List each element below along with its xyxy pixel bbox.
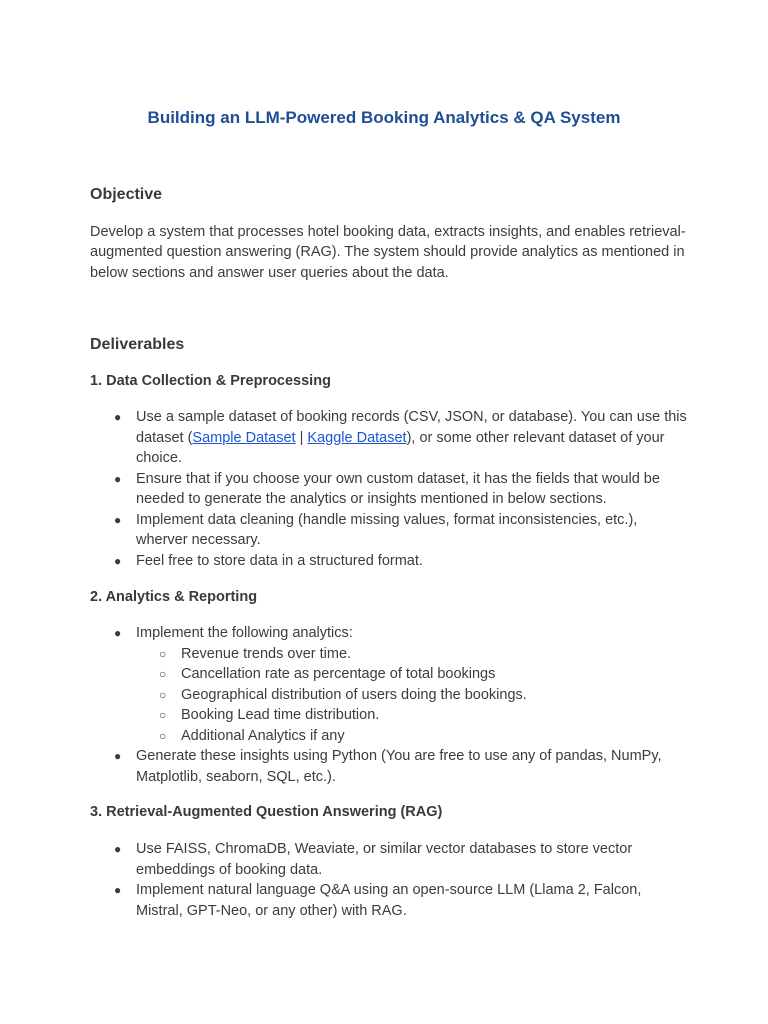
section2-heading: 2. Analytics & Reporting [90, 589, 258, 605]
list-item [90, 551, 690, 572]
section3-list [90, 839, 690, 921]
list-item [90, 510, 690, 551]
bullet-icon: ● [114, 471, 122, 486]
sublist-item [136, 644, 690, 665]
objective-heading: Objective [90, 186, 163, 203]
sublist-item [136, 705, 690, 726]
list-item [90, 746, 690, 787]
list-item-text: Generate these insights using Python (You are free to use any of pandas, NumPy, Matplotlib, seaborn, SQL, etc.). [136, 748, 662, 785]
sublist-item [136, 726, 690, 747]
list-item-text: Ensure that if you choose your own custom dataset, it has the fields that would be needed to generate the analytics or insights mentioned in below sections. [136, 470, 660, 507]
hollow-bullet-icon: ○ [159, 667, 167, 681]
list-item-text: Use FAISS, ChromaDB, Weaviate, or similar vector databases to store vector embeddings of booking data. [136, 841, 633, 878]
bullet-icon: ● [114, 842, 122, 856]
sublist-item [136, 685, 690, 706]
sample-dataset-link[interactable]: Sample Dataset [192, 429, 296, 446]
sublist-item-text: Cancellation rate as percentage of total bookings [181, 666, 496, 682]
deliverables-heading: Deliverables [90, 336, 185, 353]
document-title: Building an LLM-Powered Booking Analytics & QA System [147, 108, 621, 127]
section1-heading: 1. Data Collection & Preprocessing [90, 373, 331, 389]
list-item [90, 623, 690, 746]
list-item-text: Use a sample dataset of booking records (CSV, JSON, or database). You can use this dataset ( [136, 409, 687, 446]
list-item-text: Implement natural language Q&A using an open-source LLM (Llama 2, Falcon, Mistral, GPT-Neo, or any other) with RAG. [136, 882, 642, 919]
list-item [90, 469, 690, 510]
sublist-item-text: Revenue trends over time. [181, 645, 352, 662]
hollow-bullet-icon: ○ [159, 708, 167, 722]
bullet-icon: ● [114, 512, 122, 527]
sublist-item-text: Geographical distribution of users doing the bookings. [181, 686, 527, 703]
sublist-item-text: Additional Analytics if any [181, 727, 345, 744]
hollow-bullet-icon: ○ [159, 687, 167, 702]
bullet-icon: ● [114, 749, 122, 763]
list-item [90, 880, 690, 921]
bullet-icon: ● [114, 410, 122, 424]
bullet-icon: ● [114, 626, 122, 640]
kaggle-dataset-link[interactable]: Kaggle Dataset [307, 429, 407, 446]
list-item-text: Implement data cleaning (handle missing values, format inconsistencies, etc.), wherver necessary. [136, 511, 638, 548]
hollow-bullet-icon: ○ [159, 728, 167, 743]
section1-list [90, 407, 690, 571]
objective-text: Develop a system that processes hotel booking data, extracts insights, and enables retrieval-augmented question answering (RAG). The system should provide analytics as mentioned in below sections and answer user queries about the data. [90, 224, 686, 281]
analytics-sublist [136, 644, 690, 747]
link-separator: | [295, 429, 308, 446]
section2-list [90, 623, 690, 787]
hollow-bullet-icon: ○ [159, 646, 167, 661]
list-item [90, 407, 690, 469]
list-item-text: Feel free to store data in a structured format. [136, 552, 423, 569]
list-item-text: ), or some other relevant dataset of your choice. [136, 429, 665, 466]
list-item [90, 839, 690, 880]
sublist-item [136, 664, 690, 685]
sublist-item-text: Booking Lead time distribution. [181, 707, 380, 723]
section3-heading: 3. Retrieval-Augmented Question Answering (RAG) [90, 804, 443, 820]
bullet-icon: ● [114, 553, 122, 568]
bullet-icon: ● [114, 883, 122, 897]
list-item-text: Implement the following analytics: [136, 625, 353, 641]
